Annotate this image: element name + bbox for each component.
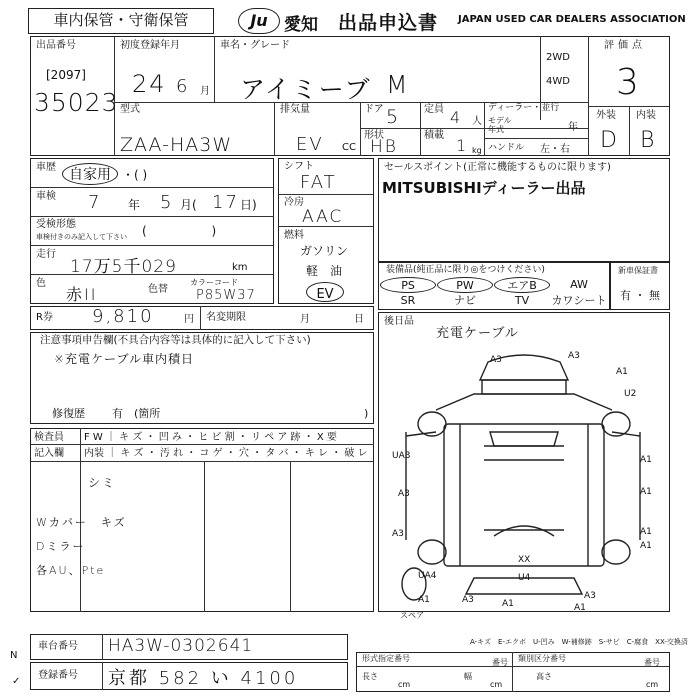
model: ZAA-HA3W xyxy=(120,134,233,156)
fuel-ev-circle xyxy=(306,282,344,302)
damage-mark: U4 xyxy=(518,573,531,583)
shape: HB xyxy=(370,137,398,157)
fuel-ev: EV xyxy=(316,287,334,302)
color: 赤II xyxy=(66,285,98,304)
history-circle xyxy=(62,163,118,185)
drive-4wd: 4WD xyxy=(546,76,570,87)
load-unit: kg xyxy=(472,146,482,155)
damage-mark: UA3 xyxy=(392,451,411,461)
selling-label: セールスポイント(正常に機能するものに限ります) xyxy=(384,162,611,173)
model-year-label: モデル xyxy=(488,116,512,125)
ac-label: 冷房 xyxy=(284,197,304,208)
tax-label: 新車保証書 xyxy=(618,266,658,275)
history-label: 車歴 xyxy=(36,162,56,173)
plate-number: 京都 582 い 4100 xyxy=(108,668,299,689)
notes-label: 注意事項申告欄(不具合内容等は具体的に記入して下さい) xyxy=(40,334,311,346)
inspector-row2: 内装 ｜ キ ズ ・ 汚 れ ・ コ ゲ ・ 穴 ・ タ バ ・ キ レ ・ 破 レ xyxy=(84,448,368,459)
cc-unit: CC xyxy=(342,142,356,153)
exterior-label: 外装 xyxy=(596,110,616,121)
recycle-label: R券 xyxy=(36,312,53,323)
equipment-item: PW xyxy=(437,277,493,293)
insp-month: 5 xyxy=(160,192,174,213)
model-label: 型式 xyxy=(120,104,140,115)
form-sub: 車検付きのみ記入して下さい xyxy=(36,233,127,241)
inspector-label1: 検査員 xyxy=(34,432,64,443)
fuel-diesel: 軽 油 xyxy=(306,264,343,278)
margin-check: ✓ xyxy=(12,676,21,687)
doors: 5 xyxy=(386,106,401,128)
insp-day: 17 xyxy=(212,192,239,213)
insp-day-unit: 日) xyxy=(240,198,257,212)
km-unit: km xyxy=(232,262,248,273)
damage-legend: A-キズ E-エクボ U-凹み W-補修跡 S-サビ C-腐食 XX-交換済 xyxy=(470,638,688,646)
capacity-label: 定員 xyxy=(424,104,444,115)
selling-block xyxy=(378,158,670,262)
car-damage-diagram xyxy=(378,340,670,612)
handle-opts: 左・右 xyxy=(540,144,570,155)
capacity: 4 xyxy=(450,108,463,127)
damage-mark: A1 xyxy=(502,599,514,609)
fuel-gas: ガソリン xyxy=(300,244,349,258)
lot-label: 出品番号 xyxy=(36,40,76,51)
inspector-row1: F W ｜ キ ズ ・ 凹 み ・ ヒ ビ 割 ・ リ ペ ア 跡 ・ X 要 xyxy=(84,432,337,443)
damage-mark: A3 xyxy=(462,595,474,605)
lot-sub: [2097] xyxy=(46,68,86,82)
displacement: EV xyxy=(296,134,324,155)
equipment-item: AW xyxy=(570,278,588,291)
class-label: 類別区分番号 xyxy=(518,654,566,663)
color-code: P85W37 xyxy=(196,288,256,303)
load-label: 積載 xyxy=(424,130,444,141)
insp-year: 7 xyxy=(88,192,102,213)
recycle-block xyxy=(30,306,374,330)
repair-label: 修復歴 xyxy=(52,407,85,420)
damage-mark: A3 xyxy=(584,591,596,601)
repair-end: ) xyxy=(364,407,369,420)
equipment-item: ナビ xyxy=(454,294,476,307)
height-label: 高さ xyxy=(536,672,552,681)
storage-note-box xyxy=(28,8,214,34)
name-change-label: 名変期限 xyxy=(206,312,246,323)
fuel-label: 燃料 xyxy=(284,230,304,241)
displacement-label: 排気量 xyxy=(280,104,310,115)
dealer-label: ディーラー・並行 xyxy=(488,103,560,113)
storage-note: 車内保管・守衛保管 xyxy=(53,11,189,29)
year-unit: 年 xyxy=(568,122,578,133)
form-title: 出品申込書 xyxy=(338,12,439,34)
load: 1 xyxy=(456,136,469,155)
damage-mark: U2 xyxy=(624,389,637,399)
equipment-grid xyxy=(380,277,608,309)
shape-label: 形状 xyxy=(364,130,384,141)
color-code-label: カラーコード xyxy=(190,278,238,287)
damage-mark: A1 xyxy=(640,487,652,497)
interior-grade: B xyxy=(640,128,657,153)
car-name: アイミーブ xyxy=(240,75,372,104)
doors-label: ドア xyxy=(364,104,384,115)
damage-mark: A3 xyxy=(398,489,410,499)
after-label: 後日品 xyxy=(384,316,414,327)
equipment-item: PS xyxy=(380,277,436,293)
handle-label: ハンドル xyxy=(488,143,525,153)
color-label: 色 xyxy=(36,278,46,289)
equipment-item: TV xyxy=(514,294,530,307)
org-name: 愛知 xyxy=(284,15,318,35)
damage-mark: UA4 xyxy=(418,571,437,581)
chassis-label: 車台番号 xyxy=(38,641,78,652)
class-sub: 番号 xyxy=(644,658,660,667)
mileage-label: 走行 xyxy=(36,249,56,260)
inspector-note-1: Dミラー xyxy=(36,540,86,553)
length-label: 長さ xyxy=(362,672,378,681)
equipment-item: SR xyxy=(400,294,416,307)
inspector-label2: 記入欄 xyxy=(34,448,64,459)
margin-n: N xyxy=(10,650,18,661)
model-year-label2: 年式 xyxy=(488,125,504,134)
length-unit: cm xyxy=(398,680,411,689)
insp-month-unit: 月( xyxy=(180,198,197,212)
after-value: 充電ケーブル xyxy=(436,326,519,341)
reg-year: 24 xyxy=(132,70,167,98)
damage-mark: A1 xyxy=(640,541,652,551)
score-label: 評価点 xyxy=(604,40,646,51)
width-unit: cm xyxy=(490,680,503,689)
history-rest: ・( ) xyxy=(122,168,148,182)
month-unit: 月 xyxy=(200,86,210,97)
plate-label: 登録番号 xyxy=(38,670,78,681)
damage-mark: A1 xyxy=(640,527,652,537)
inspection-label: 車検 xyxy=(36,191,56,202)
score: 3 xyxy=(616,62,641,103)
ju-logo xyxy=(238,8,280,34)
form-label: 受検形態 xyxy=(36,219,76,230)
history-value: 自家用 xyxy=(69,167,111,183)
recycle-amount: 9,810 xyxy=(92,306,154,327)
notes-value: ※充電ケーブル車内積日 xyxy=(54,352,194,366)
form-spec-sub: 番号 xyxy=(492,658,508,667)
reg-label: 初度登録年月 xyxy=(120,40,180,51)
selling-value: MITSUBISHIディーラー出品 xyxy=(382,179,586,197)
interior-label: 内装 xyxy=(636,110,656,121)
repair-value: 有 (箇所 xyxy=(112,407,161,420)
nc-day: 日 xyxy=(354,314,364,325)
height-unit: cm xyxy=(646,680,659,689)
width-label: 幅 xyxy=(464,672,472,681)
shift-label: シフト xyxy=(284,161,314,172)
yen-unit: 円 xyxy=(184,314,194,325)
capacity-unit: 人 xyxy=(472,116,482,127)
spare-label: スペア xyxy=(400,611,424,620)
damage-mark: A3 xyxy=(392,529,404,539)
reg-month: 6 xyxy=(176,76,190,97)
ac: AAC xyxy=(302,207,344,227)
damage-mark: A3 xyxy=(568,351,580,361)
tax-opts: 有 ・ 無 xyxy=(620,289,660,302)
mileage: 17万5千029 xyxy=(70,257,177,277)
logo-text: Ju xyxy=(250,11,268,30)
damage-mark: A1 xyxy=(418,595,430,605)
shift: FAT xyxy=(300,172,337,193)
equipment-item: カワシート xyxy=(551,294,607,307)
inspector-mark1: シミ xyxy=(88,476,117,490)
exterior-grade: D xyxy=(600,128,619,153)
name-label: 車名・グレード xyxy=(220,40,290,51)
nc-month: 月 xyxy=(300,314,310,325)
damage-mark: A1 xyxy=(616,367,628,377)
insp-year-unit: 年 xyxy=(128,198,141,212)
color-no-label: 色替 xyxy=(148,284,168,295)
damage-mark: XX xyxy=(518,555,531,565)
form-paren: ( ) xyxy=(142,224,217,238)
inspector-note-2: 各AU、Pte xyxy=(36,564,106,577)
grade: M xyxy=(386,70,410,99)
damage-mark: A3 xyxy=(490,355,502,365)
drive-2wd: 2WD xyxy=(546,52,570,63)
inspector-note-0: Wカバー キズ xyxy=(36,516,127,529)
equipment-label: 装備品(純正品に限り◎をつけください) xyxy=(386,265,545,275)
english-title: JAPAN USED CAR DEALERS ASSOCIATION xyxy=(458,14,686,25)
chassis-number: HA3W-0302641 xyxy=(108,636,254,656)
lot-number: 35023 xyxy=(34,88,119,117)
equipment-item: エアB xyxy=(494,277,550,293)
damage-mark: A1 xyxy=(640,455,652,465)
form-spec-label: 形式指定番号 xyxy=(362,654,410,663)
damage-mark: A1 xyxy=(574,603,586,612)
